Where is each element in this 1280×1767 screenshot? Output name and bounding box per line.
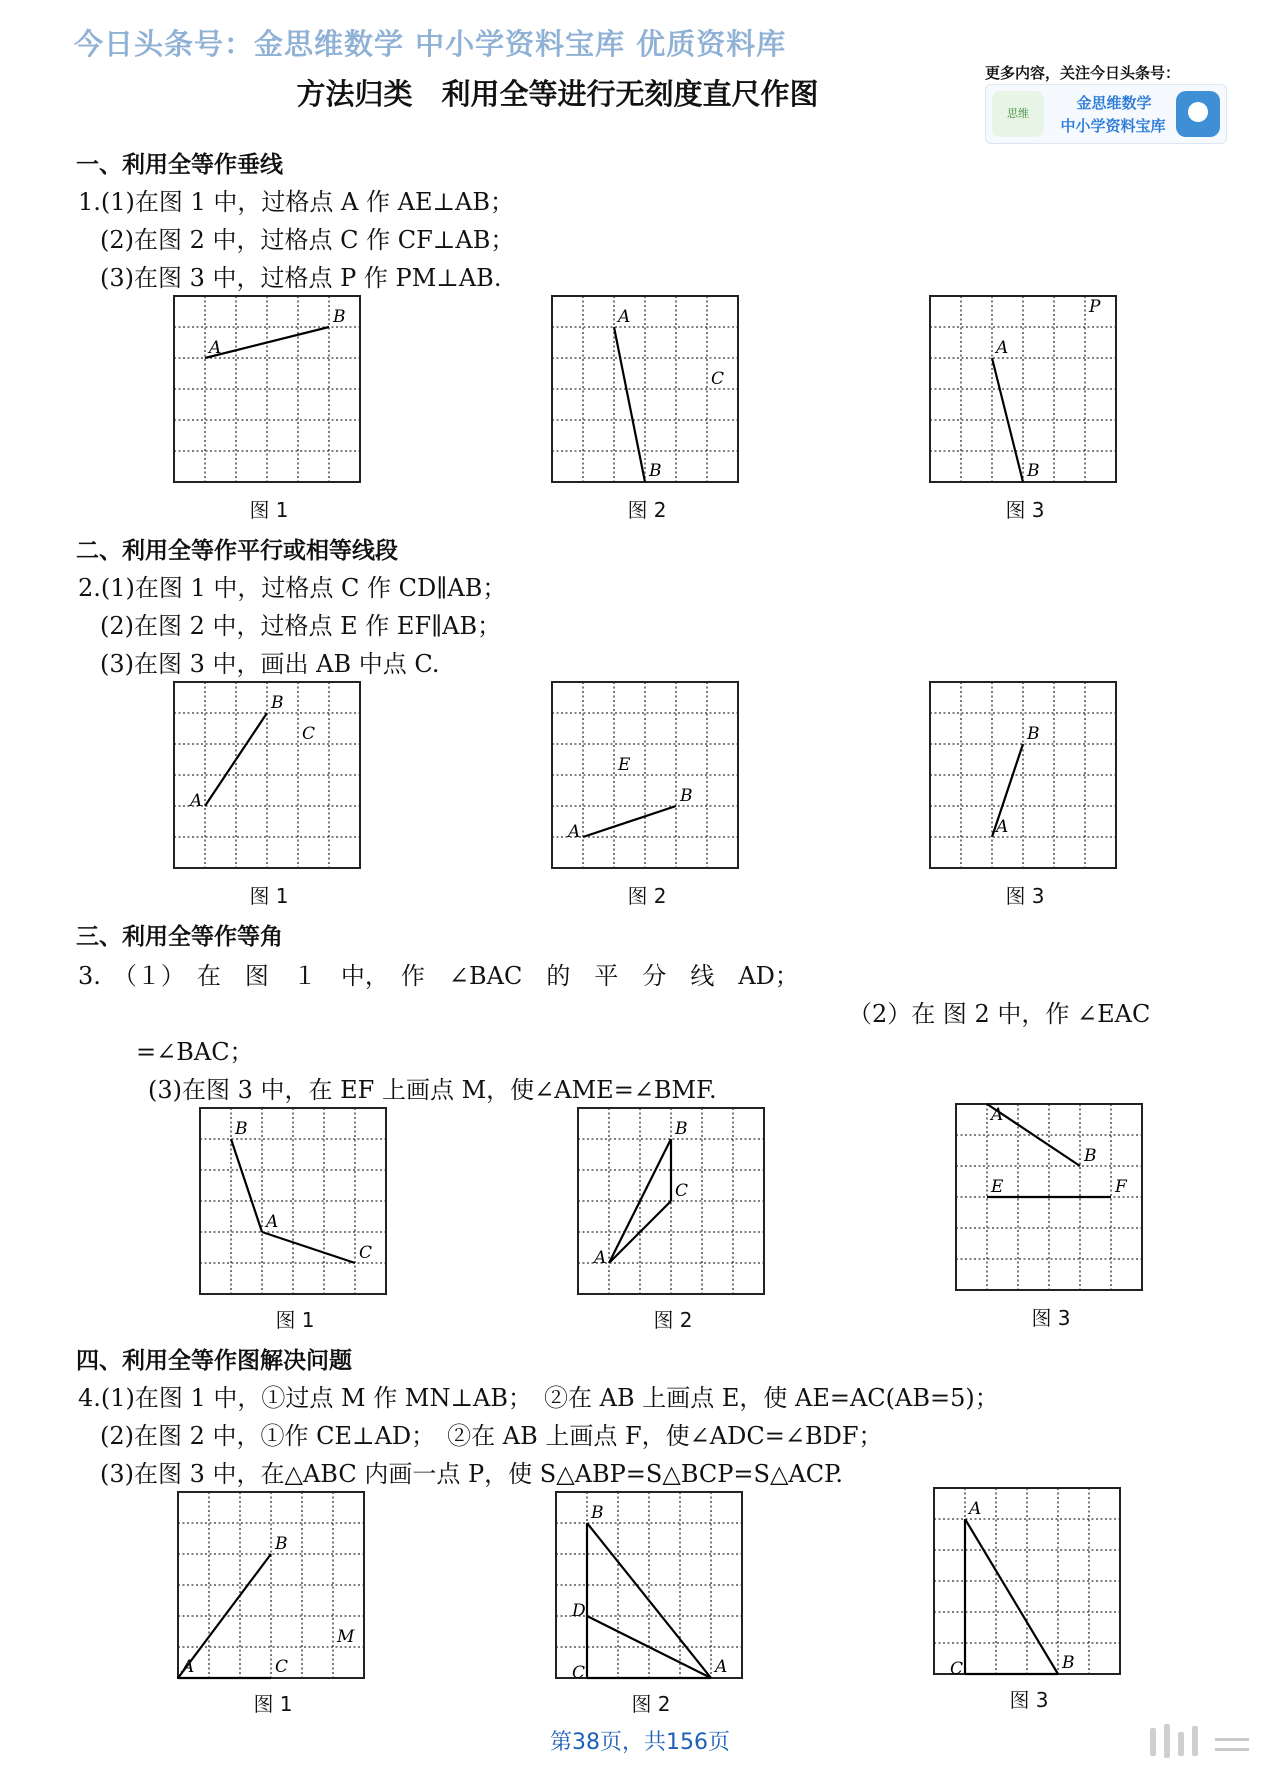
figure-2-1	[174, 682, 364, 872]
figure-1-1	[174, 296, 364, 486]
figure-caption: 图 3	[1005, 498, 1045, 522]
point-label-F: F	[1115, 1177, 1127, 1197]
figure-1-3	[930, 296, 1120, 486]
point-label-A: A	[991, 1105, 1004, 1125]
figure-1-2	[552, 296, 742, 486]
segment-AB	[614, 327, 645, 482]
point-label-A: A	[969, 1499, 982, 1519]
badge-line2: 中小学资料宝库	[1060, 117, 1166, 135]
point-label-A: A	[594, 1248, 607, 1268]
figure-caption: 图 2	[653, 1308, 693, 1332]
footer-dash	[1215, 1738, 1249, 1741]
point-label-A: A	[182, 1657, 195, 1677]
point-label-P: P	[1089, 297, 1101, 317]
point-label-A: A	[190, 791, 203, 811]
point-label-A: A	[568, 822, 581, 842]
figure-caption: 图 2	[627, 498, 667, 522]
section-heading-4: 四、利用全等作图解决问题	[76, 1348, 352, 1374]
question-3-line-1: 3. （１） 在 图 １ 中， 作 ∠BAC 的 平 分 线 AD；	[78, 962, 799, 990]
point-label-E: E	[618, 755, 631, 775]
figure-4-1	[178, 1492, 368, 1682]
section-heading-1: 一、利用全等作垂线	[76, 152, 283, 178]
page-indicator: 第38页，共156页	[550, 1730, 730, 1755]
question-4-line-1: 4.(1)在图 1 中，①过点 M 作 MN⊥AB； ②在 AB 上画点 E，使 AE=AC(AB=5)；	[78, 1384, 999, 1412]
mascot-logo-icon	[1176, 91, 1220, 137]
point-label-B: B	[591, 1503, 604, 1523]
question-1-line-1: 1.(1)在图 1 中，过格点 A 作 AE⊥AB；	[78, 188, 515, 216]
point-label-B: B	[680, 786, 693, 806]
figure-caption: 图 3	[1005, 884, 1045, 908]
figure-caption: 图 1	[275, 1308, 315, 1332]
section-heading-2: 二、利用全等作平行或相等线段	[76, 538, 398, 564]
point-label-A: A	[266, 1212, 279, 1232]
question-3-line-3: =∠BAC；	[136, 1038, 254, 1066]
point-label-B: B	[1062, 1653, 1075, 1673]
figure-4-3	[934, 1488, 1124, 1678]
question-1-line-3: (3)在图 3 中，过格点 P 作 PM⊥AB.	[100, 264, 502, 292]
question-3-line-2: （2）在 图 2 中，作 ∠EAC	[848, 1000, 1151, 1028]
figure-3-1	[200, 1108, 390, 1298]
figure-caption: 图 1	[249, 498, 289, 522]
point-label-A: A	[715, 1657, 728, 1677]
figure-caption: 图 2	[627, 884, 667, 908]
figure-caption: 图 1	[249, 884, 289, 908]
point-label-C: C	[711, 369, 725, 389]
follow-text: 更多内容，关注今日头条号：	[985, 64, 1181, 82]
section-heading-3: 三、利用全等作等角	[76, 924, 283, 950]
figure-2-2	[552, 682, 742, 872]
figure-3-2	[578, 1108, 768, 1298]
point-label-B: B	[275, 1534, 288, 1554]
account-badge[interactable]	[985, 84, 1227, 144]
point-label-C: C	[950, 1659, 964, 1679]
page-title: 方法归类 利用全等进行无刻度直尺作图	[296, 77, 819, 111]
point-label-E: E	[991, 1177, 1004, 1197]
point-label-B: B	[235, 1119, 248, 1139]
point-label-B: B	[675, 1119, 688, 1139]
question-4-line-2: (2)在图 2 中，①作 CE⊥AD； ②在 AB 上画点 F，使∠ADC=∠BDF；	[100, 1422, 883, 1450]
point-label-B: B	[649, 461, 662, 481]
segment-AC	[262, 1232, 355, 1263]
question-3-line-4: (3)在图 3 中，在 EF 上画点 M，使∠AME=∠BMF.	[148, 1076, 717, 1104]
point-label-C: C	[302, 724, 316, 744]
point-label-B: B	[1027, 461, 1040, 481]
point-label-A: A	[996, 338, 1009, 358]
point-label-C: C	[275, 1657, 289, 1677]
figure-caption: 图 3	[1031, 1306, 1071, 1330]
segment-AB	[205, 327, 329, 358]
point-label-B: B	[271, 693, 284, 713]
segment-AB	[992, 358, 1023, 482]
point-label-A: A	[996, 817, 1009, 837]
point-label-B: B	[1084, 1146, 1097, 1166]
question-2-line-2: (2)在图 2 中，过格点 E 作 EF∥AB；	[100, 612, 502, 640]
point-label-C: C	[675, 1181, 689, 1201]
point-label-B: B	[333, 307, 346, 327]
point-label-C: C	[359, 1243, 373, 1263]
question-2-line-3: (3)在图 3 中，画出 AB 中点 C.	[100, 650, 440, 678]
point-label-A: A	[209, 338, 222, 358]
figure-3-3	[956, 1104, 1146, 1294]
figure-caption: 图 1	[253, 1692, 293, 1716]
footer-dash	[1215, 1748, 1249, 1751]
question-2-line-1: 2.(1)在图 1 中，过格点 C 作 CD∥AB；	[78, 574, 507, 602]
figure-caption: 图 2	[631, 1692, 671, 1716]
figure-2-3	[930, 682, 1120, 872]
question-1-line-2: (2)在图 2 中，过格点 C 作 CF⊥AB；	[100, 226, 515, 254]
segment-AB	[205, 713, 267, 806]
figure-4-2	[556, 1492, 746, 1682]
question-4-line-3: (3)在图 3 中，在△ABC 内画一点 P，使 S△ABP=S△BCP=S△ACP.	[100, 1460, 844, 1488]
point-label-M: M	[337, 1627, 355, 1647]
point-label-A: A	[618, 307, 631, 327]
point-label-C: C	[572, 1663, 586, 1683]
watermark-banner: 今日头条号：金思维数学 中小学资料宝库 优质资料库	[74, 27, 787, 61]
segment-AB	[583, 806, 676, 837]
point-label-D: D	[572, 1601, 586, 1621]
segment-BA	[231, 1139, 262, 1232]
point-label-B: B	[1027, 724, 1040, 744]
figure-caption: 图 3	[1009, 1688, 1049, 1712]
badge-line1: 金思维数学	[1076, 94, 1152, 112]
app-logo-icon: 思维	[992, 91, 1044, 137]
segment-AB	[965, 1519, 1058, 1674]
